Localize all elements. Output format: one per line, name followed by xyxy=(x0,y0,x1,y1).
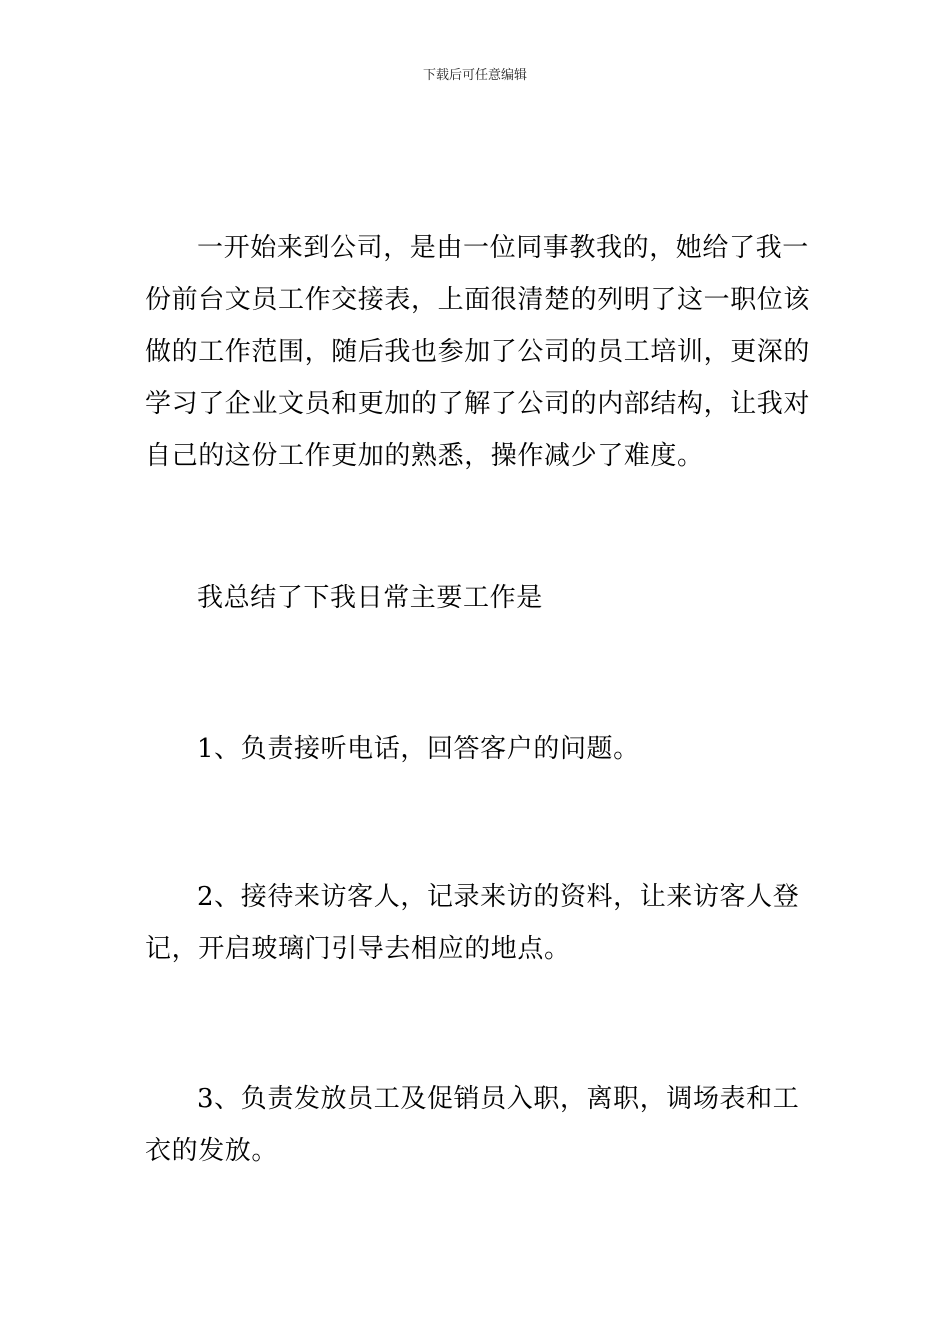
paragraph-item-1: 1、负责接听电话，回答客户的问题。 xyxy=(197,734,640,764)
paragraph-item-2: 2、接待来访客人，记录来访的资料，让来访客人登记，开启玻璃门引导去相应的地点。 xyxy=(145,882,800,964)
page-header-note: 下载后可任意编辑 xyxy=(422,68,527,83)
paragraph-summary-heading: 我总结了下我日常主要工作是 xyxy=(197,583,543,613)
paragraph-intro: 一开始来到公司，是由一位同事教我的，她给了我一份前台文员工作交接表，上面很清楚的列明了这一职位该做的工作范围，随后我也参加了公司的员工培训，更深的学习了企业文员和更加的了解了公司的内部结构，让我对自己的这份工作更加的熟悉，操作减少了难度。 xyxy=(145,233,811,471)
paragraph-item-3: 3、负责发放员工及促销员入职，离职，调场表和工衣的发放。 xyxy=(145,1084,800,1166)
